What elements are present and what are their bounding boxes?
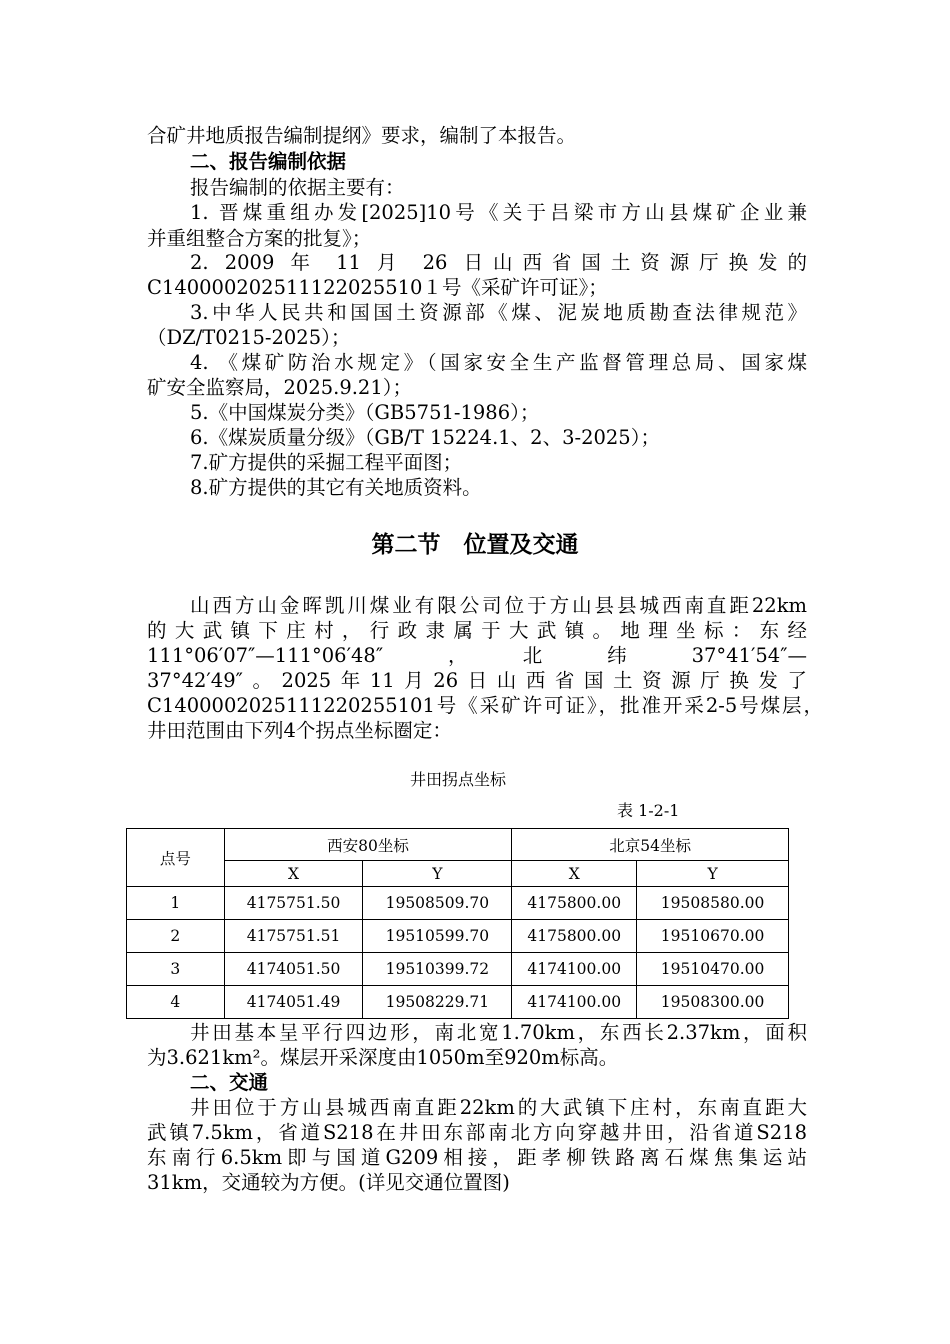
header-beijing54: 北京54坐标 xyxy=(512,829,789,861)
basis-item-3b: （DZ/T0215-2025）； xyxy=(147,326,351,349)
location-line-3: 111°06′07″—111°06′48″ ， 北 纬 37°41′54″— xyxy=(147,644,807,667)
cell-x54: 4175800.00 xyxy=(512,920,637,953)
location-line-4: 37°42′49″。2025年11月26日山西省国土资源厅换发了 xyxy=(147,669,807,692)
cell-y54: 19510470.00 xyxy=(637,953,789,986)
table-row xyxy=(127,953,789,986)
location-line-5: C1400002025111220255101号《采矿许可证》，批准开采2-5号煤层， xyxy=(147,694,823,717)
header-beijing54-y: Y xyxy=(637,861,789,887)
cell-point: 4 xyxy=(127,986,225,1019)
cell-x54: 4175800.00 xyxy=(512,887,637,920)
basis-item-2a: 2. 2009 年 11 月 26 日山西省国土资源厅换发的 xyxy=(190,251,807,274)
cell-x80: 4174051.50 xyxy=(224,953,363,986)
cell-y80: 19508509.70 xyxy=(363,887,512,920)
cell-y80: 19508229.71 xyxy=(363,986,512,1019)
basis-item-2b: C140000202511122025510１号《采矿许可证》； xyxy=(147,276,608,299)
basis-item-8: 8.矿方提供的其它有关地质资料。 xyxy=(190,476,482,499)
traffic-line-3: 东南行6.5km即与国道G209相接，距孝柳铁路离石煤焦集运站 xyxy=(147,1146,807,1169)
location-line-1: 山西方山金晖凯川煤业有限公司位于方山县县城西南直距22km xyxy=(190,594,807,617)
basis-item-5: 5.《中国煤炭分类》（GB5751-1986）； xyxy=(190,401,540,424)
cell-x80: 4174051.49 xyxy=(224,986,363,1019)
cell-y54: 19508580.00 xyxy=(637,887,789,920)
coordinate-table xyxy=(126,828,789,1019)
location-line-6: 井田范围由下列4个拐点坐标圈定： xyxy=(147,719,452,742)
table-row xyxy=(127,920,789,953)
cell-x54: 4174100.00 xyxy=(512,953,637,986)
cell-point: 1 xyxy=(127,887,225,920)
cell-x80: 4175751.50 xyxy=(224,887,363,920)
basis-item-1b: 并重组整合方案的批复》； xyxy=(147,227,372,250)
cell-y80: 19510399.72 xyxy=(363,953,512,986)
basis-item-4b: 矿安全监察局，2025.9.21）； xyxy=(147,376,412,399)
cell-point: 3 xyxy=(127,953,225,986)
location-line-2: 的大武镇下庄村，行政隶属于大武镇。地理坐标：东经 xyxy=(147,619,807,642)
traffic-line-4: 31km，交通较为方便。(详见交通位置图) xyxy=(147,1171,510,1194)
table-caption: 井田拐点坐标 xyxy=(409,770,506,789)
section-title: 第二节 位置及交通 xyxy=(371,531,579,558)
traffic-line-2: 武镇7.5km，省道S218在井田东部南北方向穿越井田，沿省道S218 xyxy=(147,1121,807,1144)
basis-item-3a: 3.中华人民共和国国土资源部《煤、泥炭地质勘查法律规范》 xyxy=(190,301,807,324)
basis-item-4a: 4. 《煤矿防治水规定》（国家安全生产监督管理总局、国家煤 xyxy=(190,351,807,374)
shape-line-1: 井田基本呈平行四边形，南北宽1.70km，东西长2.37km，面积 xyxy=(190,1021,807,1044)
traffic-line-1: 井田位于方山县城西南直距22km的大武镇下庄村，东南直距大 xyxy=(190,1096,807,1119)
basis-item-6: 6.《煤炭质量分级》（GB/T 15224.1、2、3-2025）； xyxy=(190,426,660,449)
traffic-heading: 二、交通 xyxy=(190,1071,269,1094)
header-xian80: 西安80坐标 xyxy=(224,829,512,861)
header-xian80-y: Y xyxy=(363,861,512,887)
cell-point: 2 xyxy=(127,920,225,953)
basis-heading: 二、报告编制依据 xyxy=(190,150,347,173)
basis-item-1a: 1. 晋煤重组办发[2025]10号《关于吕梁市方山县煤矿企业兼 xyxy=(190,201,807,224)
table-row xyxy=(127,887,789,920)
intro-end-line: 合矿井地质报告编制提纲》要求，编制了本报告。 xyxy=(147,124,577,147)
cell-y54: 19508300.00 xyxy=(637,986,789,1019)
table-row xyxy=(127,986,789,1019)
cell-x54: 4174100.00 xyxy=(512,986,637,1019)
table-number: 表 1-2-1 xyxy=(617,801,680,820)
header-beijing54-x: X xyxy=(512,861,637,887)
header-point-number: 点号 xyxy=(127,829,225,887)
shape-line-2: 为3.621km²。煤层开采深度由1050m至920m标高。 xyxy=(147,1046,619,1069)
basis-item-7: 7.矿方提供的采掘工程平面图； xyxy=(190,451,463,474)
basis-intro: 报告编制的依据主要有： xyxy=(190,176,405,199)
cell-y80: 19510599.70 xyxy=(363,920,512,953)
header-xian80-x: X xyxy=(224,861,363,887)
cell-x80: 4175751.51 xyxy=(224,920,363,953)
cell-y54: 19510670.00 xyxy=(637,920,789,953)
